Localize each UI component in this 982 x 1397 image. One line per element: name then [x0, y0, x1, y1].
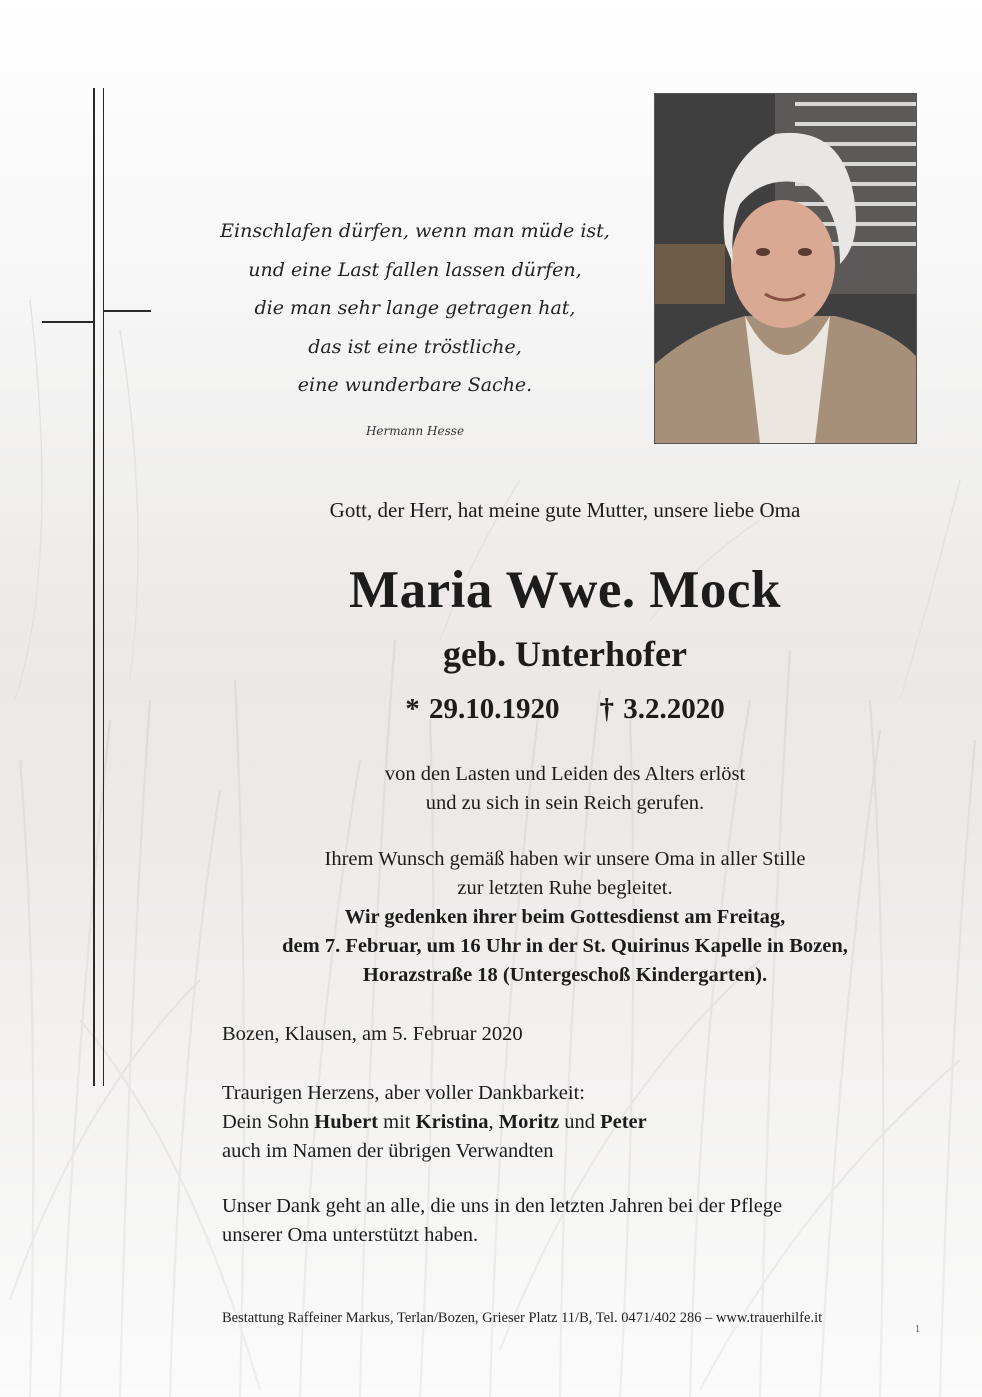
release-text [180, 760, 950, 818]
mourner-name: Moritz [498, 1111, 560, 1133]
service-line: Wir gedenken ihrer beim Gottesdienst am Freitag, [344, 906, 786, 928]
page-number: 1 [915, 1324, 920, 1335]
mourner-name: Hubert [314, 1111, 379, 1133]
service-line: dem 7. Februar, um 16 Uhr in der St. Quirinus Kapelle in Bozen, [282, 935, 848, 957]
cross-horizontal-right [103, 310, 151, 312]
cross-horizontal-left [42, 321, 94, 323]
poem-line: und eine Last fallen lassen dürfen, [248, 258, 582, 281]
birth-date: * 29.10.1920 [405, 693, 560, 725]
thanks-text [222, 1192, 782, 1250]
text-line: zur letzten Ruhe begleitet. [457, 877, 673, 899]
funeral-home-footer: Bestattung Raffeiner Markus, Terlan/Bozen, Grieser Platz 11/B, Tel. 0471/402 286 – www.trauerhilfe.it [222, 1310, 823, 1326]
place-date: Bozen, Klausen, am 5. Februar 2020 [222, 1023, 523, 1045]
signature-block [222, 1079, 647, 1166]
text-line: Ihrem Wunsch gemäß haben wir unsere Oma in aller Stille [324, 848, 806, 870]
signature-line: Traurigen Herzens, aber voller Dankbarkeit: [222, 1082, 585, 1104]
intro-text: Gott, der Herr, hat meine gute Mutter, unsere liebe Oma [329, 498, 801, 522]
maiden-name: geb. Unterhofer [443, 634, 687, 674]
cross-vertical-line-inner [103, 88, 104, 1086]
mourner-name: Peter [600, 1111, 647, 1133]
poem-line: das ist eine tröstliche, [308, 335, 522, 358]
poem [210, 212, 620, 405]
cross-vertical-line [93, 88, 95, 1086]
portrait-illustration [655, 94, 916, 443]
signature-line: auch im Namen der übrigen Verwandten [222, 1140, 554, 1162]
text-line: unserer Oma unterstützt haben. [222, 1224, 479, 1246]
life-dates [180, 693, 950, 726]
poem-author: Hermann Hesse [365, 424, 465, 438]
poem-line: eine wunderbare Sache. [297, 374, 533, 396]
poem-line: die man sehr lange getragen hat, [254, 297, 576, 319]
farewell-text [180, 845, 950, 990]
service-line: Horazstraße 18 (Untergeschoß Kindergarten). [362, 964, 768, 986]
text-line: von den Lasten und Leiden des Alters erlöst [384, 763, 746, 785]
deceased-name: Maria Wwe. Mock [349, 561, 781, 619]
poem-line: Einschlafen dürfen, wenn man müde ist, [220, 220, 610, 242]
text-line: Unser Dank geht an alle, die uns in den letzten Jahren bei der Pflege [222, 1195, 783, 1217]
mourner-name: Kristina [415, 1111, 489, 1133]
portrait-photo [654, 93, 917, 444]
signature-line: Dein Sohn Hubert mit Kristina, Moritz und Peter [222, 1111, 647, 1133]
death-date: † 3.2.2020 [599, 693, 725, 725]
text-line: und zu sich in sein Reich gerufen. [425, 792, 705, 814]
